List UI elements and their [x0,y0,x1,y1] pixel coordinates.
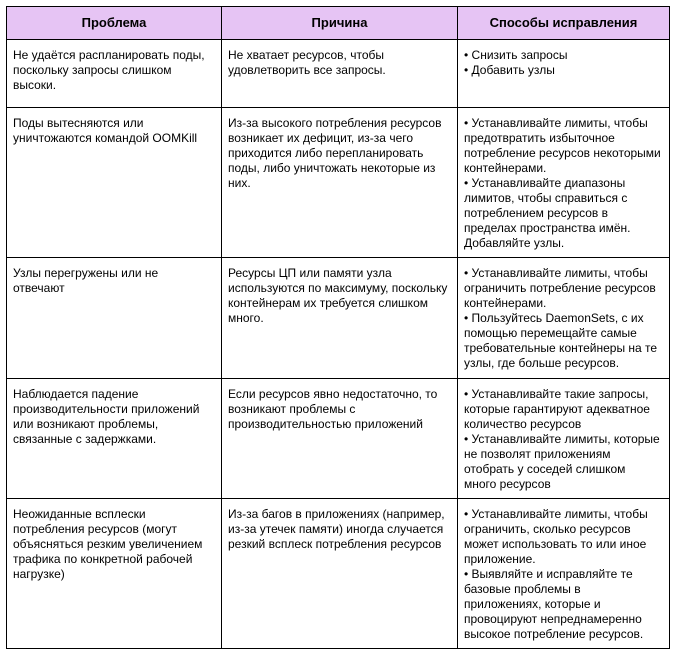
fix-item: • Добавить узлы [464,63,555,77]
fix-cell [458,379,670,499]
fix-item: • Устанавливайте лимиты, чтобы предотвратить избыточное потребление ресурсов некоторыми контейнерами. [464,116,661,175]
fix-item: • Устанавливайте лимиты, чтобы ограничить потребление ресурсов контейнерами. [464,266,656,310]
fix-item: • Устанавливайте диапазоны лимитов, чтобы справиться с потреблением ресурсов в пределах пространства имён. Добавляйте узлы. [464,176,631,250]
table-row [7,108,670,258]
troubleshooting-table [6,6,670,649]
header-fix: Способы исправления [458,7,670,40]
problem-cell: Узлы перегружены или не отвечают [7,258,222,379]
fix-item: • Устанавливайте лимиты, которые не позволят приложениям отобрать у соседей слишком много ресурсов [464,432,660,491]
fix-cell [458,499,670,649]
fix-item: • Устанавливайте лимиты, чтобы ограничить, сколько ресурсов может использовать то или иное приложение. [464,507,648,566]
header-problem: Проблема [7,7,222,40]
table-row [7,258,670,379]
cause-cell: Ресурсы ЦП или памяти узла используются по максимуму, поскольку контейнерам их требуется слишком много. [222,258,458,379]
fix-cell [458,40,670,108]
cause-cell: Из-за высокого потребления ресурсов возникает их дефицит, из-за чего приходится либо перепланировать поды, либо уничтожать некоторые из них. [222,108,458,258]
table-row [7,379,670,499]
problem-cell: Неожиданные всплески потребления ресурсов (могут объясняться резким увеличением трафика по конкретной рабочей нагрузке) [7,499,222,649]
fix-cell [458,108,670,258]
fix-item: • Пользуйтесь DaemonSets, с их помощью перемещайте самые требовательные контейнеры на те узлы, где больше ресурсов. [464,311,658,370]
table-row [7,499,670,649]
fix-item: • Снизить запросы [464,48,568,62]
fix-cell [458,258,670,379]
header-cause: Причина [222,7,458,40]
cause-cell: Из-за багов в приложениях (например, из-за утечек памяти) иногда случается резкий всплеск потребления ресурсов [222,499,458,649]
cause-cell: Не хватает ресурсов, чтобы удовлетворить все запросы. [222,40,458,108]
table-header-row [7,7,670,40]
fix-item: • Устанавливайте такие запросы, которые гарантируют адекватное количество ресурсов [464,387,650,431]
problem-cell: Поды вытесняются или уничтожаются командой OOMKill [7,108,222,258]
problem-cell: Не удаётся распланировать поды, поскольку запросы слишком высоки. [7,40,222,108]
problem-cell: Наблюдается падение производительности приложений или возникают проблемы, связанные с задержками. [7,379,222,499]
fix-item: • Выявляйте и исправляйте те базовые проблемы в приложениях, которые и провоцируют непреднамеренно высокое потребление ресурсов. [464,567,644,641]
cause-cell: Если ресурсов явно недостаточно, то возникают проблемы с производительностью приложений [222,379,458,499]
table-row [7,40,670,108]
